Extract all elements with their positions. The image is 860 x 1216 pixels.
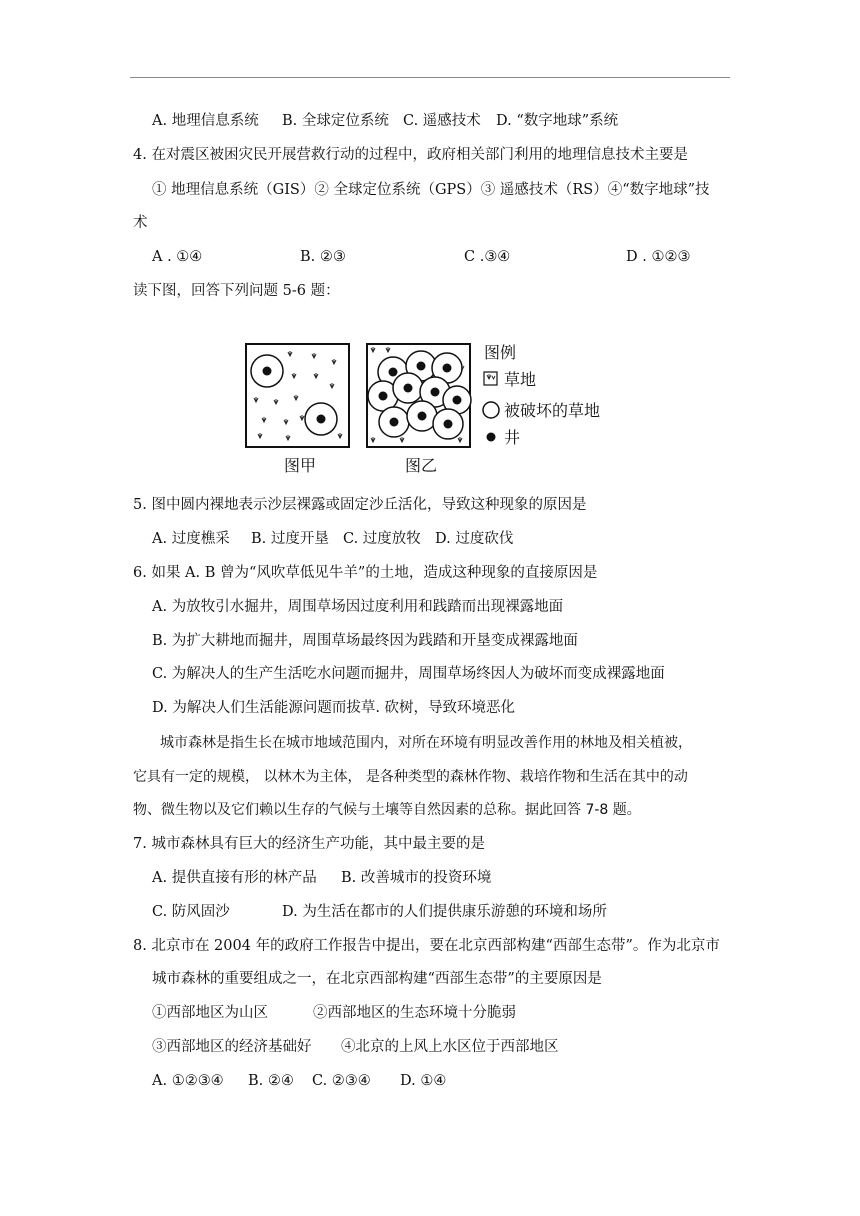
q8-item-4: ④北京的上风上水区位于西部地区 xyxy=(341,1039,559,1055)
passage-line-3: 物、微生物以及它们赖以生存的气候与土壤等自然因素的总称。据此回答 7-8 题。 xyxy=(133,802,641,818)
figure-a-panel xyxy=(246,344,349,447)
well-dot xyxy=(317,415,326,424)
q8-item-2: ②西部地区的生态环境十分脆弱 xyxy=(313,1005,516,1021)
q6-option-a[interactable]: A. 为放牧引水掘井，周围草场因过度利用和践踏而出现裸露地面 xyxy=(152,599,564,615)
q6-stem: 6. 如果 A. B 曾为“风吹草低见牛羊”的土地，造成这种现象的直接原因是 xyxy=(133,565,598,581)
legend-damaged-symbol xyxy=(483,402,499,418)
q8-option-b[interactable]: B. ②④ xyxy=(248,1073,294,1089)
q6-option-c[interactable]: C. 为解决人的生产生活吃水问题而掘井，周围草场终因人为破坏而变成裸露地面 xyxy=(152,666,665,682)
passage-line-1: 城市森林是指生长在城市地域范围内，对所在环境有明显改善作用的林地及相关植被， xyxy=(160,735,692,751)
q5-option-c[interactable]: C. 过度放牧 xyxy=(343,531,421,547)
q4-option-b[interactable]: B. ②③ xyxy=(300,249,346,265)
grassland-well-figure xyxy=(228,316,628,481)
figure-a-caption: 图甲 xyxy=(284,456,317,475)
legend-well-label: 井 xyxy=(504,428,521,447)
q5-stem: 5. 图中圆内裸地表示沙层裸露或固定沙丘活化，导致这种现象的原因是 xyxy=(133,497,587,513)
passage-line-2: 它具有一定的规模， 以林木为主体， 是各种类型的森林作物、栽培作物和生活在其中的动 xyxy=(133,769,688,785)
figure-b-panel xyxy=(367,344,471,447)
well-dot xyxy=(263,367,272,376)
q4-option-a[interactable]: A . ①④ xyxy=(152,249,203,265)
q8-option-d[interactable]: D. ①④ xyxy=(400,1073,447,1089)
figure-legend xyxy=(483,343,600,447)
q3-option-d[interactable]: D. “数字地球”系统 xyxy=(496,113,619,129)
q6-option-b[interactable]: B. 为扩大耕地而掘井，周围草场最终因为践踏和开垦变成裸露地面 xyxy=(152,633,578,649)
q8-item-3: ③西部地区的经济基础好 xyxy=(152,1039,312,1055)
q3-option-a[interactable]: A. 地理信息系统 xyxy=(152,113,259,129)
q8-stem-line-1: 8. 北京市在 2004 年的政府工作报告中提出，要在北京西部构建“西部生态带”。作为北京市 xyxy=(133,938,720,954)
q3-option-b[interactable]: B. 全球定位系统 xyxy=(282,113,389,129)
q7-option-a[interactable]: A. 提供直接有形的林产品 xyxy=(152,870,317,886)
legend-grass-label: 草地 xyxy=(504,370,537,389)
figure-b-caption: 图乙 xyxy=(405,456,438,475)
q4-stem: 4. 在对震区被困灾民开展营救行动的过程中，政府相关部门利用的地理信息技术主要是 xyxy=(133,147,688,163)
q8-item-1: ①西部地区为山区 xyxy=(152,1005,268,1021)
q4-items-line2: 术 xyxy=(133,215,148,231)
q7-option-b[interactable]: B. 改善城市的投资环境 xyxy=(341,870,492,886)
q4-items-line1: ① 地理信息系统（GIS）② 全球定位系统（GPS）③ 遥感技术（RS）④“数字地球”技 xyxy=(152,182,710,198)
q5-option-b[interactable]: B. 过度开垦 xyxy=(251,531,329,547)
header-rule xyxy=(130,77,730,78)
q4-option-c[interactable]: C .③④ xyxy=(464,249,511,265)
legend-damaged-label: 被破坏的草地 xyxy=(504,401,601,420)
q3-option-c[interactable]: C. 遥感技术 xyxy=(403,113,481,129)
q4-option-d[interactable]: D . ①②③ xyxy=(626,249,691,265)
legend-well-symbol xyxy=(487,433,496,442)
legend-grass-symbol xyxy=(484,372,497,385)
q5-option-d[interactable]: D. 过度砍伐 xyxy=(435,531,514,547)
q5-option-a[interactable]: A. 过度樵采 xyxy=(152,531,230,547)
q6-option-d[interactable]: D. 为解决人们生活能源问题而拔草. 砍树，导致环境恶化 xyxy=(152,700,516,716)
q8-stem-line-2: 城市森林的重要组成之一，在北京西部构建“西部生态带”的主要原因是 xyxy=(152,971,602,987)
q7-stem: 7. 城市森林具有巨大的经济生产功能，其中最主要的是 xyxy=(133,836,485,852)
intro-5-6: 读下图，回答下列问题 5-6 题： xyxy=(133,283,340,299)
q8-option-a[interactable]: A. ①②③④ xyxy=(152,1073,224,1089)
q7-option-d[interactable]: D. 为生活在都市的人们提供康乐游憩的环境和场所 xyxy=(282,904,607,920)
q8-option-c[interactable]: C. ②③④ xyxy=(312,1073,371,1089)
legend-title: 图例 xyxy=(484,343,517,362)
q7-option-c[interactable]: C. 防风固沙 xyxy=(152,904,230,920)
